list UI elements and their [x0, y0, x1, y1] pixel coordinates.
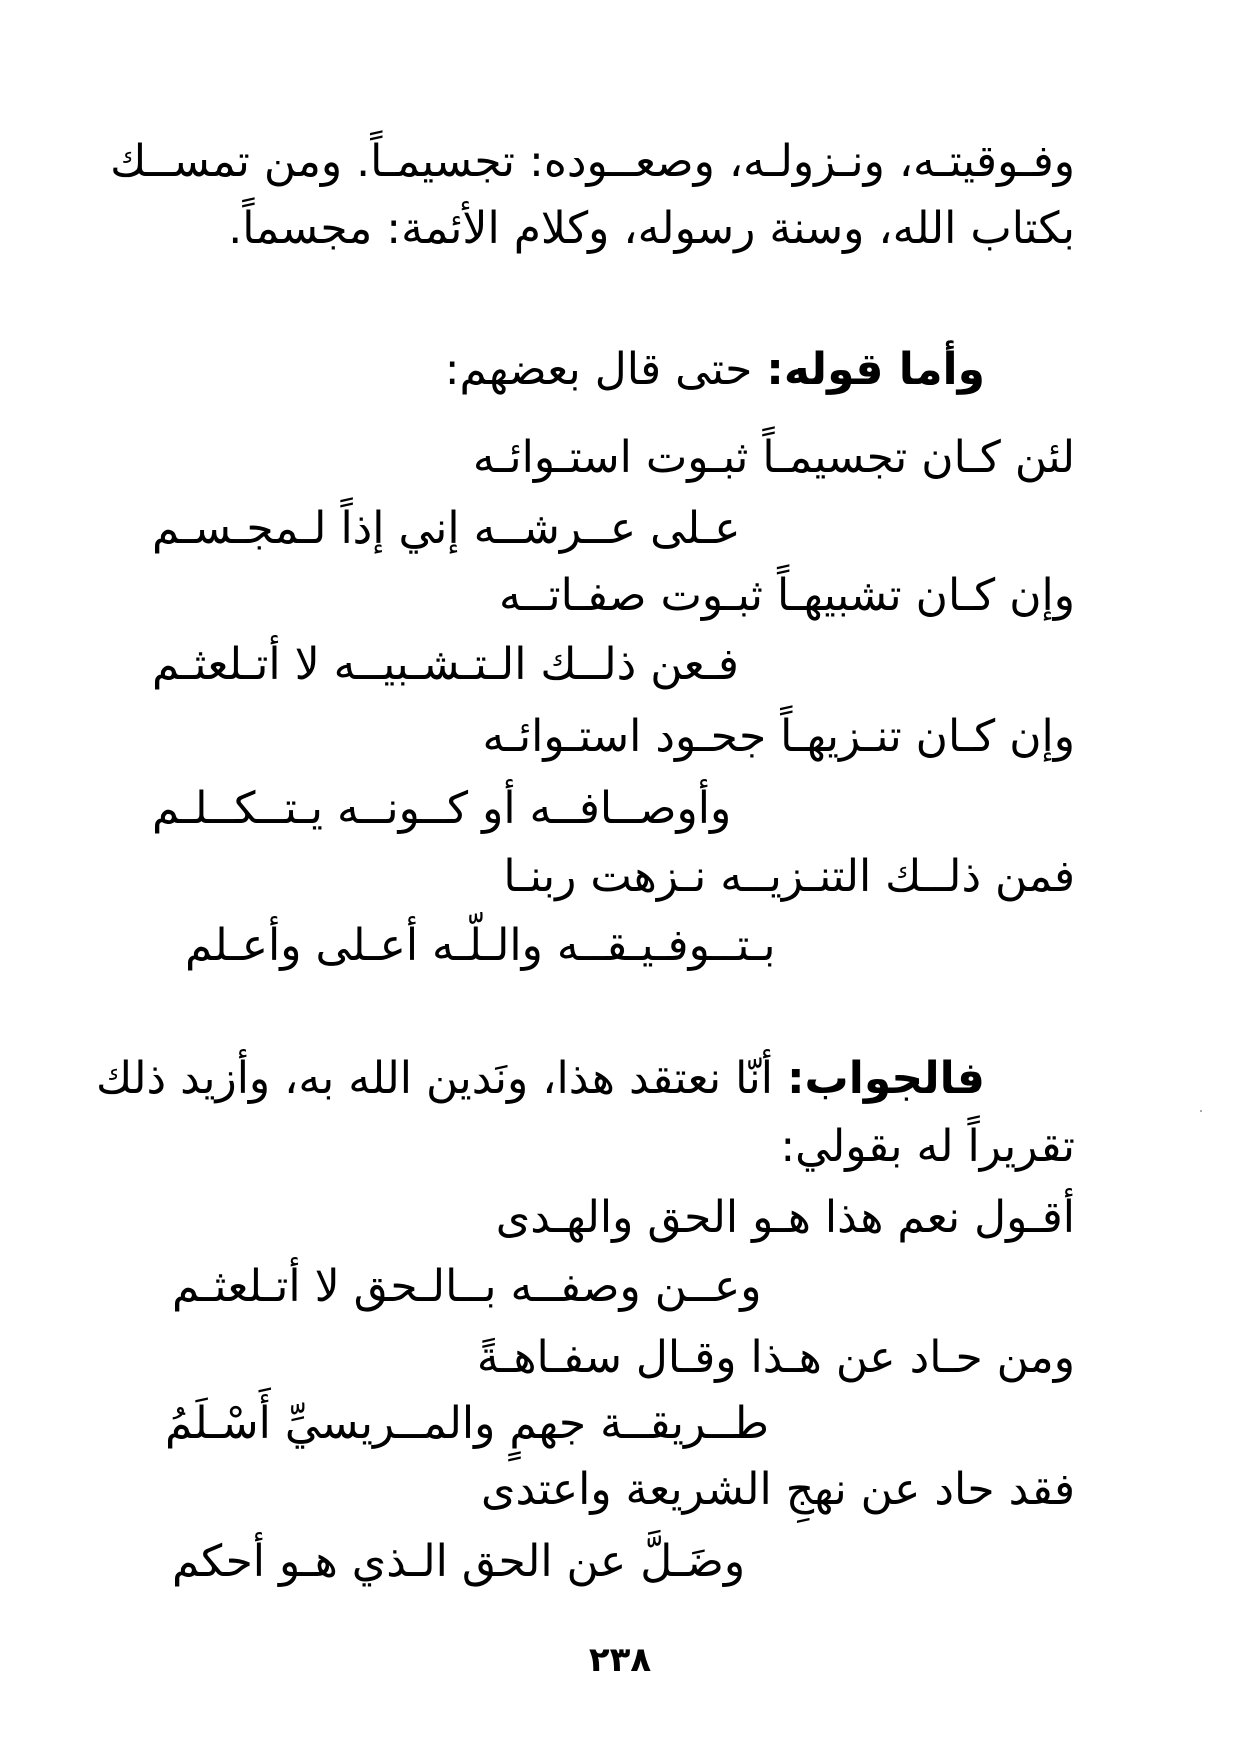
- page-number: ٢٣٨: [588, 1640, 652, 1680]
- verse-first-hemistich: فمن ذلــك التنـزيــه نـزهت ربنـا: [503, 851, 1075, 902]
- verse-second-hemistich: طــريقــة جهمٍ والمــريسيِّ أَسْـلَمُ: [165, 1398, 770, 1449]
- verse-first-hemistich: ومن حـاد عن هـذا وقـال سفـاهـةً: [476, 1332, 1075, 1383]
- verse-second-hemistich: بـتــوفـيـقــه والـلّـه أعـلى وأعـلم: [185, 920, 776, 971]
- verse-second-hemistich: عـلى عــرشــه إني إذاً لـمجـسـم: [152, 503, 741, 554]
- verse-second-hemistich: وضَـلَّ عن الحق الـذي هـو أحكم: [172, 1536, 746, 1587]
- answer-line: تقريراً له بقولي:: [780, 1121, 1075, 1172]
- answer-bold: فالجواب:: [786, 1053, 985, 1104]
- verse-second-hemistich: وعــن وصفــه بــالـحق لا أتـلعثـم: [172, 1261, 762, 1312]
- heading-bold: وأما قوله:: [766, 344, 985, 395]
- answer-line: [96, 1053, 985, 1104]
- paragraph-line: وفـوقيتـه، ونـزولـه، وصعــوده: تجسيمـاً. ومن تمســك: [110, 136, 1075, 187]
- verse-first-hemistich: فقد حاد عن نهجِ الشريعة واعتدى: [481, 1464, 1075, 1515]
- paragraph-line: بكتاب الله، وسنة رسوله، وكلام الأئمة: مجسماً.: [228, 203, 1075, 254]
- verse-first-hemistich: وإن كـان تشبيهـاً ثبـوت صفـاتــه: [498, 570, 1075, 621]
- verse-second-hemistich: وأوصــافــه أو كــونــه يـتــكــلـم: [152, 783, 732, 834]
- verse-first-hemistich: لئن كـان تجسيمـاً ثبـوت استـوائـه: [472, 432, 1075, 483]
- section-heading: [444, 344, 985, 395]
- verse-first-hemistich: أقـول نعم هذا هـو الحق والهـدى: [495, 1192, 1075, 1243]
- scan-speck: [1200, 1110, 1202, 1112]
- heading-text: حتى قال بعضهم:: [444, 344, 767, 395]
- verse-second-hemistich: فـعن ذلــك الـتـشـبيــه لا أتـلعثـم: [152, 639, 739, 690]
- answer-text: أنّا نعتقد هذا، ونَدين الله به، وأزيد ذلك: [96, 1053, 787, 1104]
- verse-first-hemistich: وإن كـان تنـزيهـاً جحـود استـوائـه: [482, 711, 1075, 762]
